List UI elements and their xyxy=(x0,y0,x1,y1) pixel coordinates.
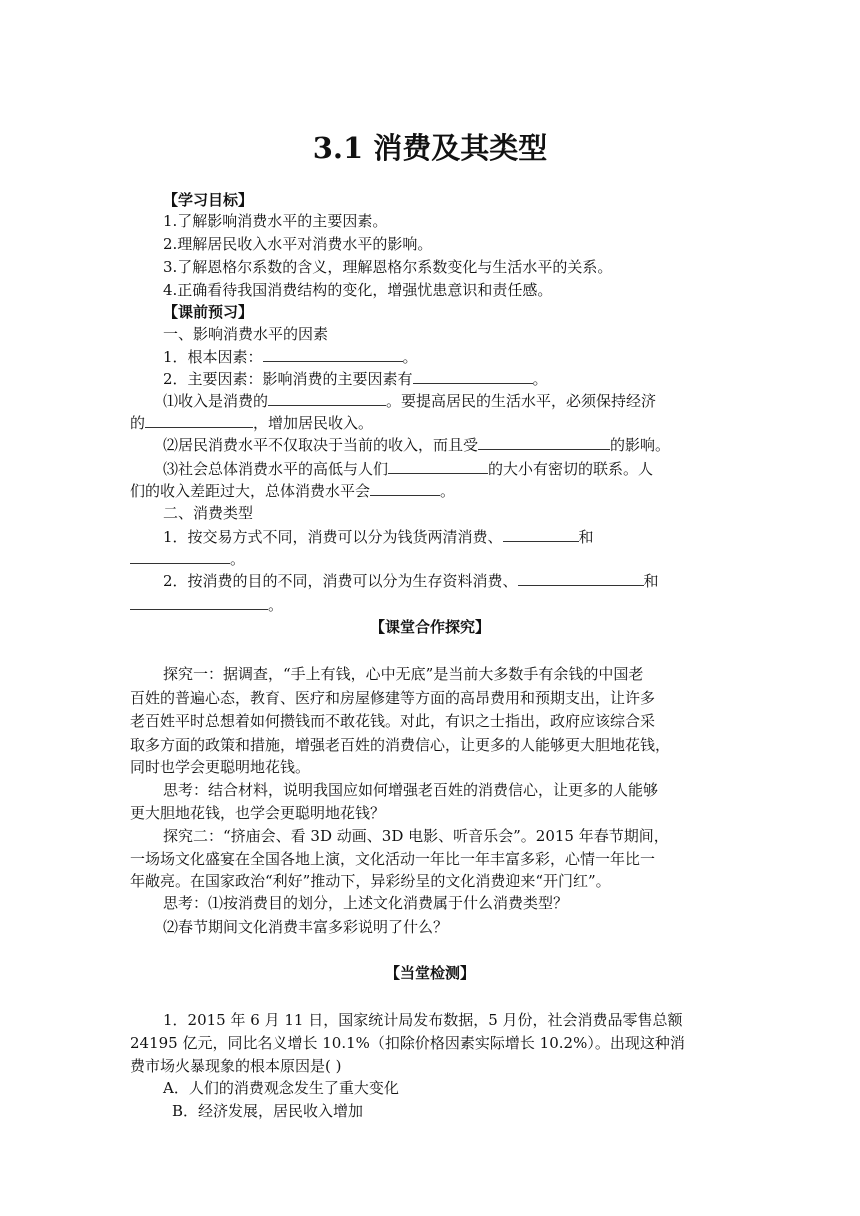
text: 的大小有密切的联系。人 xyxy=(488,460,654,478)
explore-paragraph-line: 年敞亮。在国家政治“利好”推动下，异彩纷呈的文化消费迎来“开门红”。 xyxy=(130,872,611,890)
test-question-line: 24195 亿元，同比名义增长 10.1%（扣除价格因素实际增长 10.2%）。出现这种消 xyxy=(130,1034,685,1052)
text: 。 xyxy=(532,370,548,388)
preview-q3-cont xyxy=(130,412,730,434)
goals-heading: 【学习目标】 xyxy=(163,191,254,209)
fill-blank[interactable] xyxy=(370,480,440,496)
preview-heading: 【课前预习】 xyxy=(163,303,254,321)
fill-blank[interactable] xyxy=(263,346,403,362)
test-question-line: 1．2015 年 6 月 11 日，国家统计局发布数据，5 月份，社会消费品零售总额 xyxy=(163,1011,683,1029)
text: 和 xyxy=(578,528,594,546)
fill-blank[interactable] xyxy=(413,368,533,384)
explore-paragraph-line: 一场场文化盛宴在全国各地上演，文化活动一年比一年丰富多彩，心情一年比一 xyxy=(130,850,656,868)
preview-q6 xyxy=(163,526,763,548)
explore-question: 思考：⑴按消费目的划分，上述文化消费属于什么消费类型？ xyxy=(163,894,569,912)
explore-paragraph-line: 老百姓平时总想着如何攒钱而不敢花钱。对此，有识之士指出，政府应该综合采 xyxy=(130,712,656,730)
fill-blank[interactable] xyxy=(518,570,644,586)
text: 。 xyxy=(230,550,246,568)
text: 。 xyxy=(440,482,456,500)
text: 。要提高居民的生活水平，必须保持经济 xyxy=(386,392,657,410)
preview-q5 xyxy=(163,458,763,480)
preview-q7 xyxy=(163,570,763,592)
preview-section-1-heading: 一、影响消费水平的因素 xyxy=(163,325,329,343)
preview-q7-cont xyxy=(130,594,730,616)
test-option-a[interactable]: A．人们的消费观念发生了重大变化 xyxy=(163,1079,399,1097)
text: 的 xyxy=(130,414,146,432)
fill-blank[interactable] xyxy=(388,458,488,474)
text: 2．主要因素：影响消费的主要因素有 xyxy=(163,370,413,388)
fill-blank[interactable] xyxy=(145,412,253,428)
fill-blank[interactable] xyxy=(478,434,610,450)
fill-blank[interactable] xyxy=(503,526,579,542)
explore-paragraph-line: 探究二：“挤庙会、看 3D 动画、3D 电影、听音乐会”。2015 年春节期间， xyxy=(163,827,669,845)
test-question-line: 费市场火暴现象的根本原因是( ) xyxy=(130,1057,342,1075)
preview-q6-cont xyxy=(130,548,730,570)
fill-blank[interactable] xyxy=(130,594,268,610)
text: ⑶社会总体消费水平的高低与人们 xyxy=(163,460,389,478)
text: 1．根本因素： xyxy=(163,348,263,366)
explore-paragraph-line: 探究一：据调查，“手上有钱，心中无底”是当前大多数手有余钱的中国老 xyxy=(163,665,644,683)
page-title: 3.1 消费及其类型 xyxy=(312,131,548,165)
text: ，增加居民收入。 xyxy=(253,414,374,432)
text: ⑵居民消费水平不仅取决于当前的收入，而且受 xyxy=(163,436,479,454)
preview-q5-cont xyxy=(130,480,730,502)
text: ⑴收入是消费的 xyxy=(163,392,269,410)
goal-item: 2.理解居民收入水平对消费水平的影响。 xyxy=(163,235,433,253)
text: 。 xyxy=(268,596,284,614)
text: 1．按交易方式不同，消费可以分为钱货两清消费、 xyxy=(163,528,503,546)
preview-q3 xyxy=(163,390,763,412)
goal-item: 1.了解影响消费水平的主要因素。 xyxy=(163,212,388,230)
explore-paragraph-line: 取多方面的政策和措施，增强老百姓的消费信心，让更多的人能够更大胆地花钱， xyxy=(130,736,671,754)
test-option-b[interactable]: B．经济发展，居民收入增加 xyxy=(172,1102,364,1120)
goal-item: 3.了解恩格尔系数的含义，理解恩格尔系数变化与生活水平的关系。 xyxy=(163,258,613,276)
text: 。 xyxy=(402,348,418,366)
explore-paragraph-line: 百姓的普遍心态，教育、医疗和房屋修建等方面的高昂费用和预期支出，让许多 xyxy=(130,689,656,707)
preview-q1 xyxy=(163,346,763,368)
goal-item: 4.正确看待我国消费结构的变化，增强忧患意识和责任感。 xyxy=(163,281,553,299)
explore-paragraph-line: 思考：结合材料，说明我国应如何增强老百姓的消费信心，让更多的人能够 xyxy=(163,781,659,799)
explore-heading: 【课堂合作探究】 xyxy=(369,618,490,636)
fill-blank[interactable] xyxy=(268,390,386,406)
preview-q4 xyxy=(163,434,763,456)
text: 们的收入差距过大，总体消费水平会 xyxy=(130,482,371,500)
preview-section-2-heading: 二、消费类型 xyxy=(163,504,254,522)
test-heading: 【当堂检测】 xyxy=(384,964,475,982)
explore-paragraph-line: 同时也学会更聪明地花钱。 xyxy=(130,758,311,776)
fill-blank[interactable] xyxy=(130,548,230,564)
text: 和 xyxy=(643,572,659,590)
explore-question: ⑵春节期间文化消费丰富多彩说明了什么？ xyxy=(163,918,449,936)
text: 的影响。 xyxy=(610,436,671,454)
text: 2．按消费的目的不同，消费可以分为生存资料消费、 xyxy=(163,572,518,590)
preview-q2 xyxy=(163,368,763,390)
explore-paragraph-line: 更大胆地花钱，也学会更聪明地花钱？ xyxy=(130,804,386,822)
